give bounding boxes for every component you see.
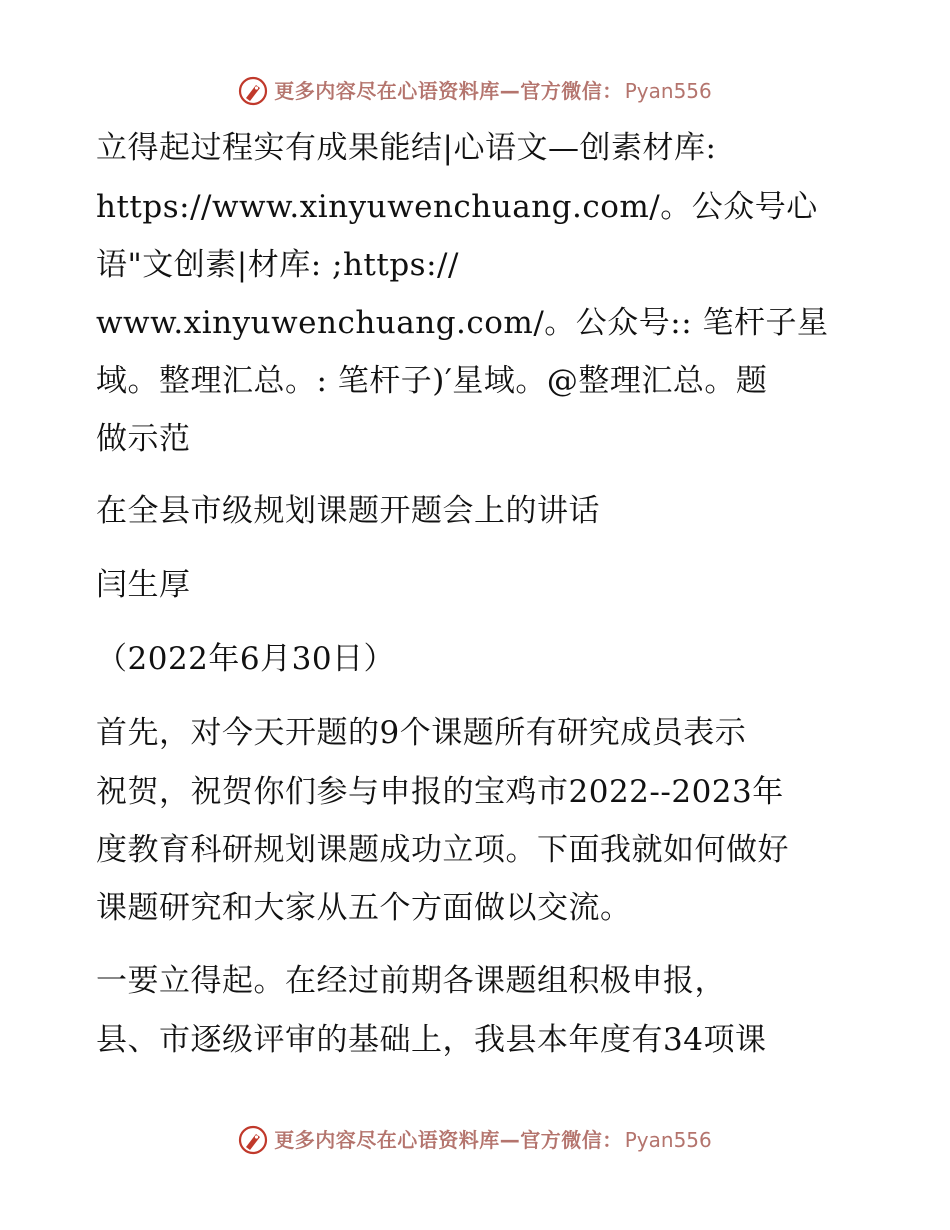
banner-text: 更多内容尽在心语资料库—官方微信： bbox=[274, 1128, 623, 1152]
intro-line-2: https://www.xinyuwenchuang.com/。公众号心 bbox=[96, 189, 818, 225]
intro-line-1: 立得起过程实有成果能结|心语文—创素材库: bbox=[96, 130, 717, 166]
speech-speaker: 闫生厚 bbox=[96, 567, 191, 603]
para1-line-3: 度教育科研规划课题成功立项。下面我就如何做好 bbox=[96, 832, 789, 868]
para1-line-2: 祝贺，祝贺你们参与申报的宝鸡市2022--2023年 bbox=[96, 774, 784, 810]
para1-line-1: 首先，对今天开题的9个课题所有研究成员表示 bbox=[96, 715, 747, 751]
banner-text: 更多内容尽在心语资料库—官方微信： bbox=[274, 79, 623, 103]
para2-line-1: 一要立得起。在经过前期各课题组积极申报， bbox=[96, 963, 726, 999]
speech-title: 在全县市级规划课题开题会上的讲话 bbox=[96, 493, 600, 529]
banner-wechat-id: Pyan556 bbox=[624, 1128, 712, 1152]
pen-nib-logo-icon bbox=[238, 1125, 268, 1155]
para1-line-4: 课题研究和大家从五个方面做以交流。 bbox=[96, 890, 632, 926]
para2-line-2: 县、市逐级评审的基础上，我县本年度有34项课 bbox=[96, 1022, 767, 1058]
intro-line-6: 做示范 bbox=[96, 421, 191, 457]
intro-line-5: 域。整理汇总。: 笔杆子)′星域。@整理汇总。题 bbox=[96, 363, 768, 399]
speech-date: （2022年6月30日） bbox=[96, 641, 396, 677]
header-banner bbox=[0, 71, 950, 111]
intro-line-4: www.xinyuwenchuang.com/。公众号:: 笔杆子星 bbox=[96, 305, 829, 341]
intro-line-3: 语"文创素|材库: ;https:// bbox=[96, 247, 459, 283]
banner-wechat-id: Pyan556 bbox=[624, 79, 712, 103]
pen-nib-logo-icon bbox=[238, 76, 268, 106]
footer-banner bbox=[0, 1120, 950, 1160]
